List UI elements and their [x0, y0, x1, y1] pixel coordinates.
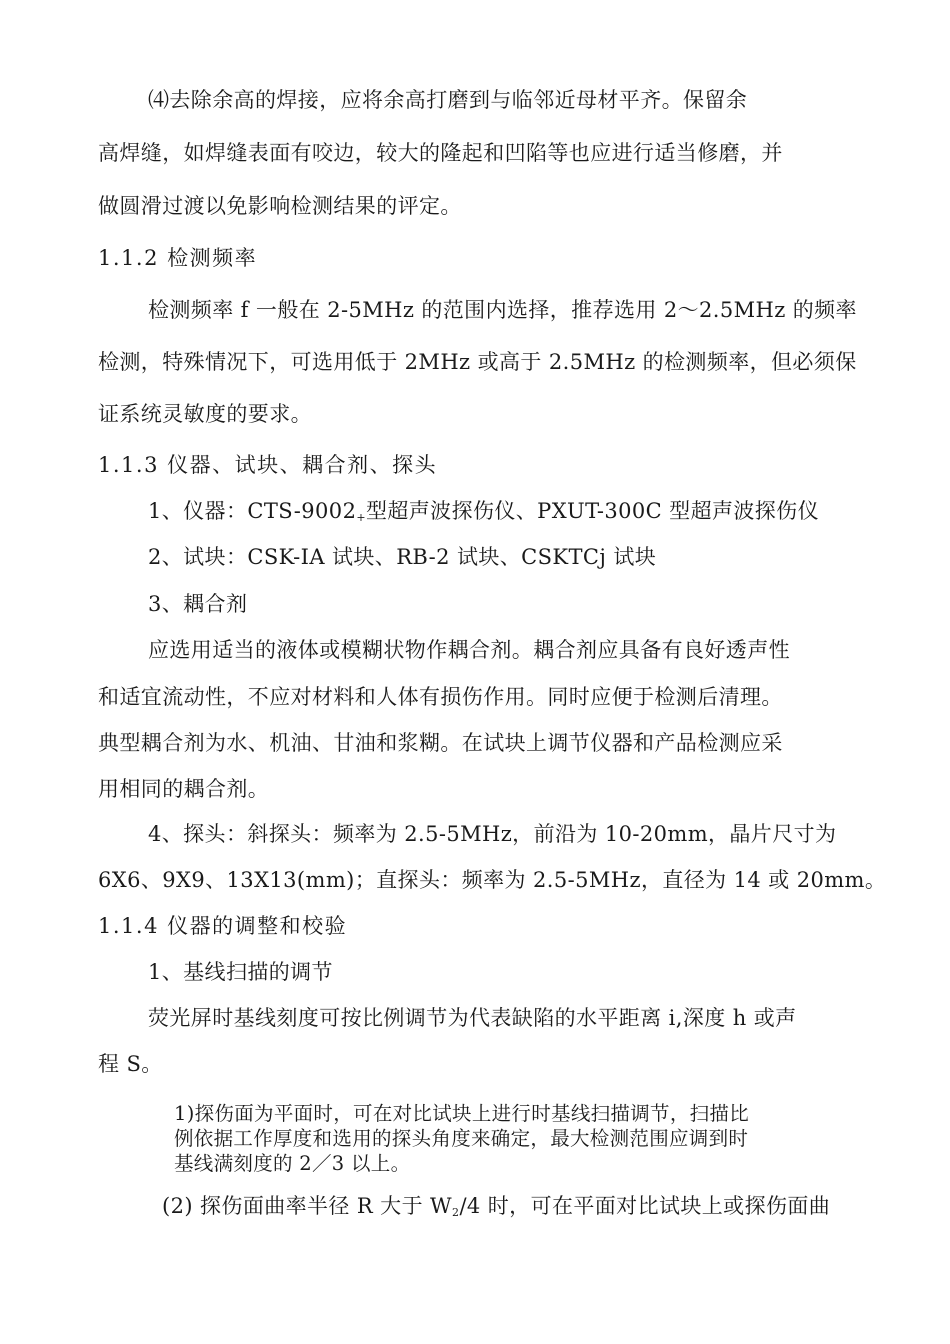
paragraph-line: 高焊缝，如焊缝表面有咬边，较大的隆起和凹陷等也应进行适当修磨，并	[98, 141, 783, 165]
paragraph-line: ⑷去除余高的焊接，应将余高打磨到与临邻近母材平齐。保留余	[148, 88, 748, 112]
paragraph-line: 检测频率 f 一般在 2-5MHz 的范围内选择，推荐选用 2〜2.5MHz 的频率	[148, 298, 857, 322]
paragraph-line: 做圆滑过渡以免影响检测结果的评定。	[98, 194, 462, 218]
list-item: 1、基线扫描的调节	[148, 960, 333, 984]
sub-item-line: 1)探伤面为平面时，可在对比试块上进行时基线扫描调节，扫描比	[174, 1102, 750, 1125]
sub-item-text: /4 时，可在平面对比试块上或探伤面曲	[459, 1194, 831, 1218]
section-heading: 1.1.2 检测频率	[98, 246, 258, 270]
sub-item-line: 基线满刻度的 2／3 以上。	[174, 1152, 411, 1175]
list-item-text: 1、仪器：CTS-9002	[148, 499, 357, 523]
list-item-text: 型超声波探伤仪、PXUT-300C 型超声波探伤仪	[365, 499, 819, 523]
paragraph-line: 用相同的耦合剂。	[98, 777, 270, 801]
plus-mark: +	[356, 511, 366, 524]
list-item: 2、试块：CSK-IA 试块、RB-2 试块、CSKTCj 试块	[148, 545, 657, 569]
sub-item-text: (2) 探伤面曲率半径 R 大于 W	[162, 1194, 453, 1218]
paragraph-line: 程 S。	[98, 1052, 163, 1076]
list-item	[148, 497, 819, 532]
paragraph-line: 证系统灵敏度的要求。	[98, 402, 312, 426]
paragraph-line: 应选用适当的液体或模糊状物作耦合剂。耦合剂应具备有良好透声性	[148, 638, 790, 662]
section-heading: 1.1.3 仪器、试块、耦合剂、探头	[98, 453, 438, 477]
list-item: 3、耦合剂	[148, 592, 248, 616]
paragraph-line: 检测，特殊情况下，可选用低于 2MHz 或高于 2.5MHz 的检测频率，但必须保	[98, 350, 857, 374]
paragraph-line: 6X6、9X9、13X13(mm)；直探头：频率为 2.5-5MHz，直径为 14 或 20mm。	[98, 868, 887, 892]
paragraph-line: 和适宜流动性，不应对材料和人体有损伤作用。同时应便于检测后清理。	[98, 685, 783, 709]
list-item: 4、探头：斜探头：频率为 2.5-5MHz，前沿为 10-20mm，晶片尺寸为	[148, 822, 837, 846]
paragraph-line: 典型耦合剂为水、机油、甘油和浆糊。在试块上调节仪器和产品检测应采	[98, 731, 783, 755]
paragraph-line: 荧光屏时基线刻度可按比例调节为代表缺陷的水平距离 i,深度 h 或声	[148, 1006, 797, 1030]
sub-item-line: 例依据工作厚度和选用的探头角度来确定，最大检测范围应调到时	[174, 1127, 749, 1150]
sub-item-line	[162, 1192, 830, 1227]
subscript: 2	[452, 1206, 460, 1219]
section-heading: 1.1.4 仪器的调整和校验	[98, 914, 348, 938]
